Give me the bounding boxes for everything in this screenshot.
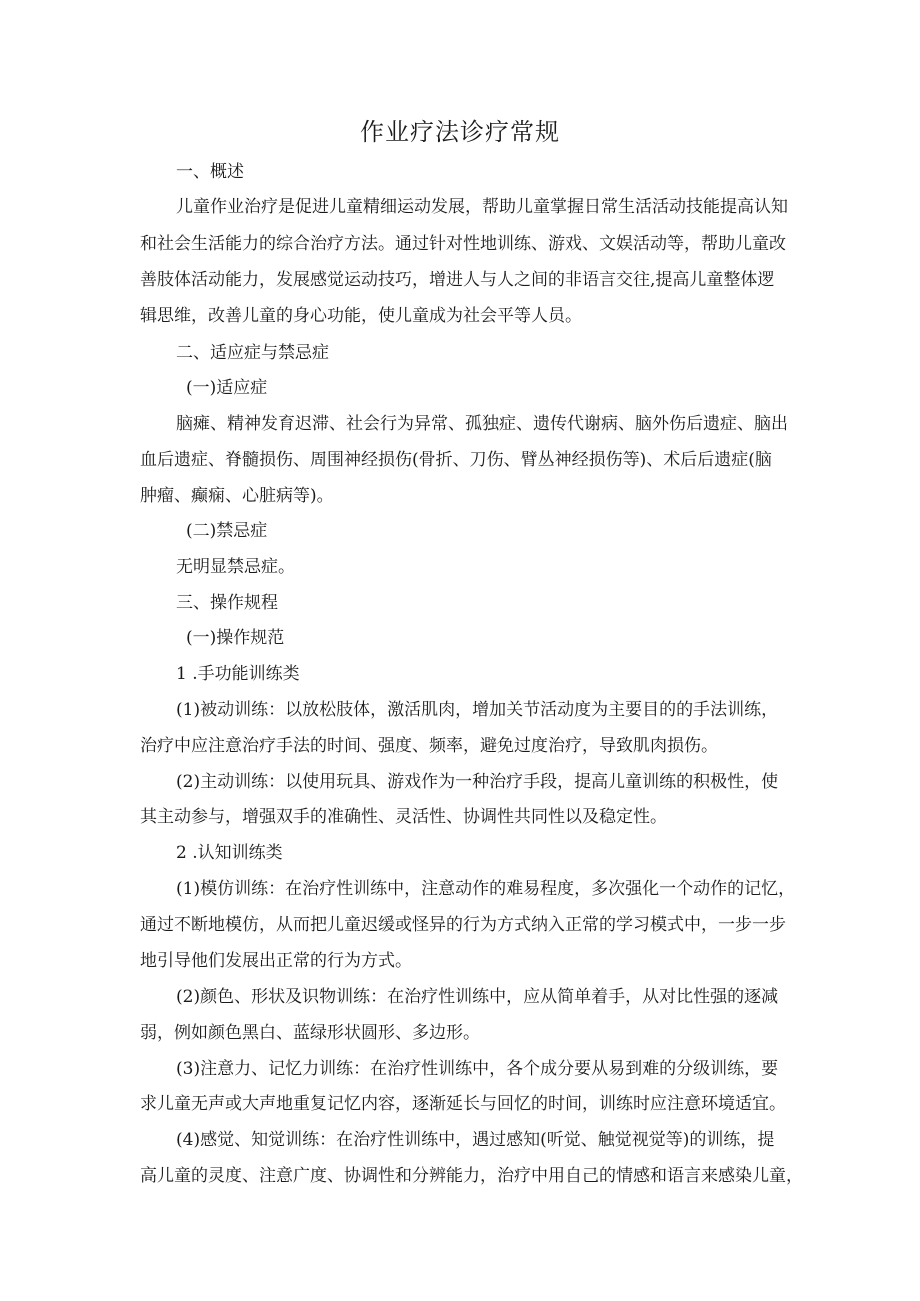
- paragraph-line: 求儿童无声或大声地重复记忆内容，逐渐延长与回忆的时间，训练时应注意环境适宜。: [140, 1094, 786, 1114]
- paragraph-line: (2)主动训练：以使用玩具、游戏作为一种治疗手段，提高儿童训练的积极性，使: [176, 772, 779, 792]
- paragraph-line: 儿童作业治疗是促进儿童精细运动发展，帮助儿童掌握日常生活活动技能提高认知: [176, 197, 788, 217]
- paragraph-line: 肿瘤、癫痫、心脏病等)。: [140, 486, 334, 506]
- paragraph-line: (1)模仿训练：在治疗性训练中，注意动作的难易程度，多次强化一个动作的记忆，: [176, 879, 796, 899]
- subsection-heading-indications: (一)适应症: [186, 378, 268, 398]
- section-heading-overview: 一、概述: [176, 162, 244, 182]
- paragraph-line: 和社会生活能力的综合治疗方法。通过针对性地训练、游戏、文娱活动等，帮助儿童改: [140, 234, 786, 254]
- paragraph-line: 其主动参与，增强双手的准确性、灵活性、协调性共同性以及稳定性。: [140, 807, 667, 827]
- paragraph-line: 辑思维，改善儿童的身心功能，使儿童成为社会平等人员。: [140, 306, 582, 326]
- paragraph-line: 无明显禁忌症。: [176, 557, 295, 577]
- section-heading-indications: 二、适应症与禁忌症: [176, 343, 329, 363]
- paragraph-line: 血后遗症、脊髓损伤、周围神经损伤(骨折、刀伤、臂丛神经损伤等)、术后后遗症(脑: [140, 450, 772, 470]
- paragraph-line: 高儿童的灵度、注意广度、协调性和分辨能力，治疗中用自己的情感和语言来感染儿童，: [140, 1166, 803, 1186]
- item-heading-cognitive: 2 .认知训练类: [176, 843, 283, 863]
- paragraph-line: (2)颜色、形状及识物训练：在治疗性训练中，应从简单着手，从对比性强的逐减: [176, 987, 779, 1007]
- paragraph-line: (1)被动训练：以放松肢体，激活肌肉，增加关节活动度为主要目的的手法训练，: [176, 700, 779, 720]
- subsection-heading-operation-spec: (一)操作规范: [186, 628, 285, 648]
- paragraph-line: 地引导他们发展出正常的行为方式。: [140, 951, 412, 971]
- subsection-heading-contraindications: (二)禁忌症: [186, 521, 268, 541]
- paragraph-line: (4)感觉、知觉训练：在治疗性训练中，遇过感知(听觉、触觉视觉等)的训练，提: [176, 1130, 775, 1150]
- section-heading-procedures: 三、操作规程: [176, 593, 278, 613]
- paragraph-line: 善肢体活动能力，发展感觉运动技巧，增进人与人之间的非语言交往,提高儿童整体逻: [140, 270, 775, 290]
- paragraph-line: (3)注意力、记忆力训练：在治疗性训练中，各个成分要从易到难的分级训练，要: [176, 1059, 779, 1079]
- paragraph-line: 弱，例如颜色黑白、蓝绿形状圆形、多边形。: [140, 1023, 480, 1043]
- page-title: 作业疗法诊疗常规: [360, 118, 560, 146]
- item-heading-hand-function: 1 .手功能训练类: [176, 664, 300, 684]
- paragraph-line: 通过不断地模仿，从而把儿童迟缓或怪异的行为方式纳入正常的学习模式中，一步一步: [140, 915, 786, 935]
- paragraph-line: 治疗中应注意治疗手法的时间、强度、频率，避免过度治疗，导致肌肉损伤。: [140, 736, 718, 756]
- paragraph-line: 脑瘫、精神发育迟滞、社会行为异常、孤独症、遗传代谢病、脑外伤后遗症、脑出: [176, 414, 788, 434]
